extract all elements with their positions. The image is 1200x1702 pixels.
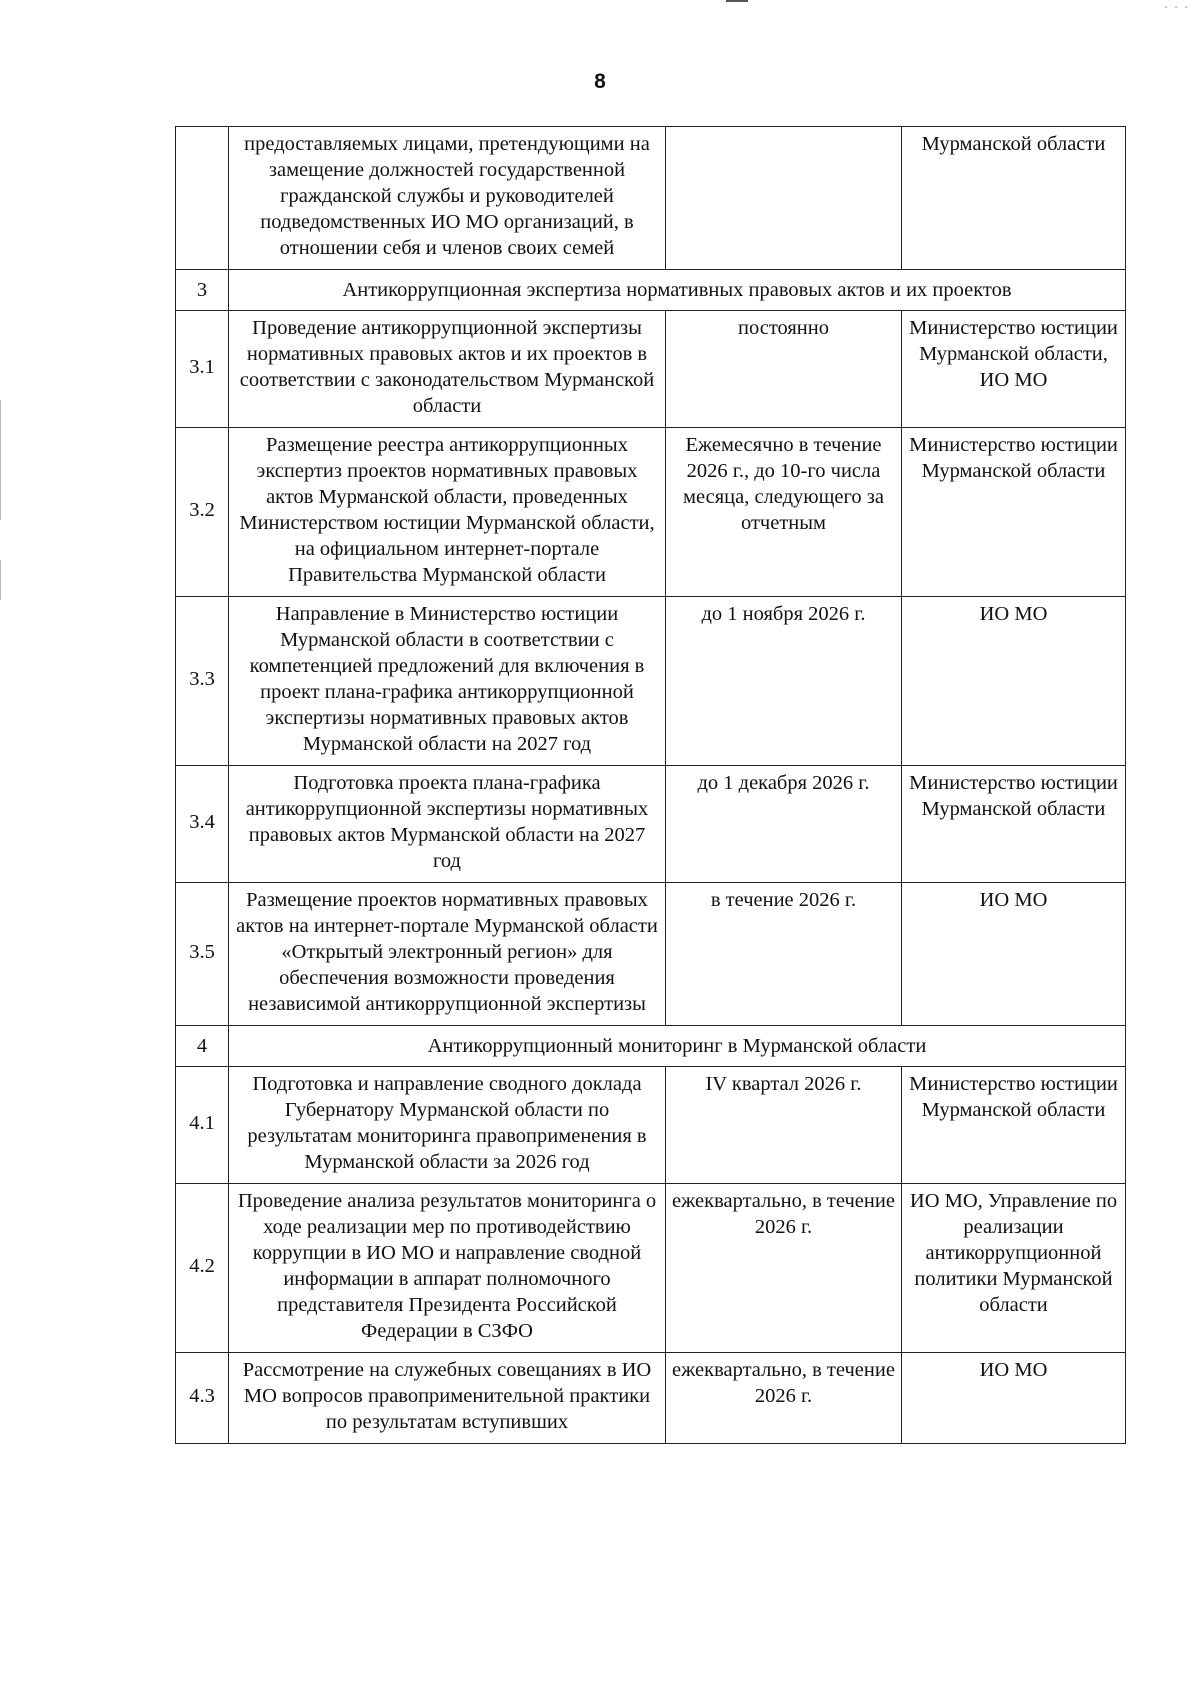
page-number: 8	[594, 70, 606, 93]
row-responsible: Министерство юстиции Мурманской области	[902, 766, 1126, 883]
row-number: 3.4	[176, 766, 229, 883]
row-deadline: до 1 декабря 2026 г.	[666, 766, 902, 883]
row-responsible: ИО МО	[902, 1353, 1126, 1444]
section-number: 4	[176, 1026, 229, 1067]
row-description: Подготовка и направление сводного доклада Губернатору Мурманской области по результатам мониторинга правоприменения в Мурманской области за 2026 год	[229, 1067, 666, 1184]
row-deadline: ежеквартально, в течение 2026 г.	[666, 1353, 902, 1444]
row-number: 3.3	[176, 597, 229, 766]
row-description: Размещение проектов нормативных правовых актов на интернет-портале Мурманской области «Открытый электронный регион» для обеспечения возможности проведения независимой антикоррупционной экспертизы	[229, 883, 666, 1026]
table-row	[176, 766, 1126, 883]
section-number: 3	[176, 270, 229, 311]
table-row	[176, 1184, 1126, 1353]
table-row	[176, 311, 1126, 428]
row-responsible: Министерство юстиции Мурманской области	[902, 428, 1126, 597]
row-responsible: Мурманской области	[902, 127, 1126, 270]
section-row	[176, 270, 1126, 311]
row-number: 3.2	[176, 428, 229, 597]
row-description: Направление в Министерство юстиции Мурманской области в соответствии с компетенцией предложений для включения в проект плана-графика антикоррупционной экспертизы нормативных правовых актов Мурманской области на 2027 год	[229, 597, 666, 766]
row-number: 4.2	[176, 1184, 229, 1353]
scan-artifact-dots: - - -	[1164, 2, 1190, 13]
row-description: предоставляемых лицами, претендующими на замещение должностей государственной гражданской службы и руководителей подведомственных ИО МО организаций, в отношении себя и членов своих семей	[229, 127, 666, 270]
row-deadline: IV квартал 2026 г.	[666, 1067, 902, 1184]
row-description: Размещение реестра антикоррупционных экспертиз проектов нормативных правовых актов Мурманской области, проведенных Министерством юстиции Мурманской области, на официальном интернет-портале Правительства Мурманской области	[229, 428, 666, 597]
table-row	[176, 428, 1126, 597]
table-row	[176, 1067, 1126, 1184]
row-description: Рассмотрение на служебных совещаниях в ИО МО вопросов правоприменительной практики по результатам вступивших	[229, 1353, 666, 1444]
table-row	[176, 127, 1126, 270]
row-description: Проведение анализа результатов мониторинга о ходе реализации мер по противодействию коррупции в ИО МО и направление сводной информации в аппарат полномочного представителя Президента Российской Федерации в СЗФО	[229, 1184, 666, 1353]
scan-edge-shadow	[0, 400, 1, 520]
measures-table	[175, 126, 1126, 1444]
table-row	[176, 883, 1126, 1026]
row-deadline	[666, 127, 902, 270]
row-number	[176, 127, 229, 270]
section-row	[176, 1026, 1126, 1067]
section-title: Антикоррупционный мониторинг в Мурманской области	[229, 1026, 1126, 1067]
row-responsible: Министерство юстиции Мурманской области, ИО МО	[902, 311, 1126, 428]
row-description: Подготовка проекта плана-графика антикоррупционной экспертизы нормативных правовых актов Мурманской области на 2027 год	[229, 766, 666, 883]
row-deadline: ежеквартально, в течение 2026 г.	[666, 1184, 902, 1353]
row-deadline: постоянно	[666, 311, 902, 428]
row-number: 3.1	[176, 311, 229, 428]
row-deadline: до 1 ноября 2026 г.	[666, 597, 902, 766]
row-number: 4.1	[176, 1067, 229, 1184]
section-title: Антикоррупционная экспертиза нормативных правовых актов и их проектов	[229, 270, 1126, 311]
row-deadline: в течение 2026 г.	[666, 883, 902, 1026]
row-description: Проведение антикоррупционной экспертизы нормативных правовых актов и их проектов в соответствии с законодательством Мурманской области	[229, 311, 666, 428]
row-responsible: ИО МО, Управление по реализации антикоррупционной политики Мурманской области	[902, 1184, 1126, 1353]
row-responsible: Министерство юстиции Мурманской области	[902, 1067, 1126, 1184]
table-row	[176, 1353, 1126, 1444]
row-deadline: Ежемесячно в течение 2026 г., до 10-го числа месяца, следующего за отчетным	[666, 428, 902, 597]
row-responsible: ИО МО	[902, 883, 1126, 1026]
row-responsible: ИО МО	[902, 597, 1126, 766]
row-number: 4.3	[176, 1353, 229, 1444]
row-number: 3.5	[176, 883, 229, 1026]
table-row	[176, 597, 1126, 766]
scan-edge-shadow	[0, 560, 1, 600]
scan-artifact-line	[726, 0, 748, 2]
